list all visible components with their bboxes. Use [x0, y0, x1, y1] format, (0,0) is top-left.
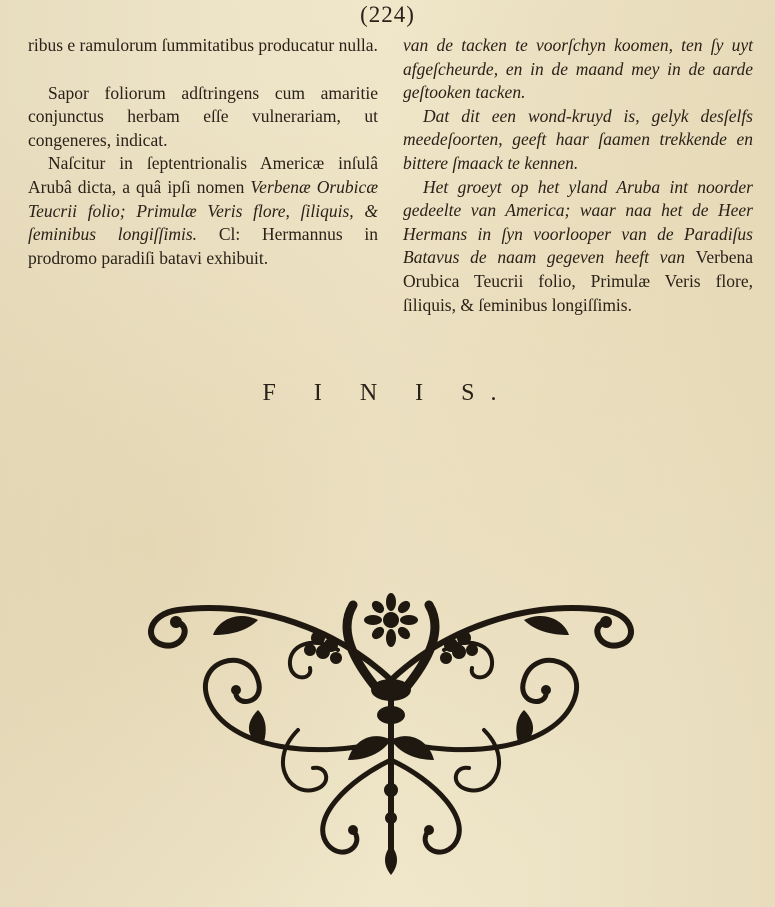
latin-paragraph-1: ribus e ramulorum ſummitatibus producatur nulla.: [28, 35, 378, 55]
latin-column: [28, 34, 378, 270]
finis-heading: F I N I S.: [262, 380, 513, 406]
latin-plant-name: Verbenæ Orubicæ Teucrii folio; Primulæ Veris flore, ſiliquis, & ſeminibus longiſſimis.: [28, 176, 378, 245]
paragraph-gap: [28, 58, 378, 82]
dutch-plant-name: Verbena Orubica Teucrii folio, Primulæ Veris flore, ſiliquis, & ſeminibus longiſſimis.: [403, 247, 753, 315]
latin-paragraph-2: Sapor foliorum adſtringens cum amaritie conjunctus herbam eſſe vulnerariam, ut congeneres, indicat.: [28, 82, 378, 150]
dutch-paragraph-3-text: Het groeyt op het yland Aruba int noorder gedeelte van America; waar naa het de Heer Hermans in ſyn voorlooper van de Paradiſus Batavus de naam gegeven heeft van: [403, 176, 753, 268]
dutch-paragraph-2: Dat dit een wond-kruyd is, gelyk desſelfs meedeſoorten, geeft haar ſaamen trekkende en bittere ſmaack te kennen.: [403, 105, 753, 173]
page-number: (224): [360, 2, 415, 27]
latin-paragraph-3-end: Cl: Hermannus in prodromo paradiſi batavi exhibuit.: [28, 224, 378, 268]
dutch-paragraph-1: van de tacken te voorſchyn koomen, ten ſy uyt afgeſcheurde, en in de maand mey in de aarde geſtooken tacken.: [403, 35, 753, 103]
latin-paragraph-3: [28, 152, 378, 270]
dutch-column: [403, 34, 753, 317]
latin-paragraph-3-text: Naſcitur in ſeptentrionalis Americæ inſulâ Arubâ dicta, a quâ ipſi nomen: [28, 153, 378, 197]
floral-tailpiece-icon: [138, 590, 644, 875]
dutch-paragraph-3: [403, 176, 753, 318]
